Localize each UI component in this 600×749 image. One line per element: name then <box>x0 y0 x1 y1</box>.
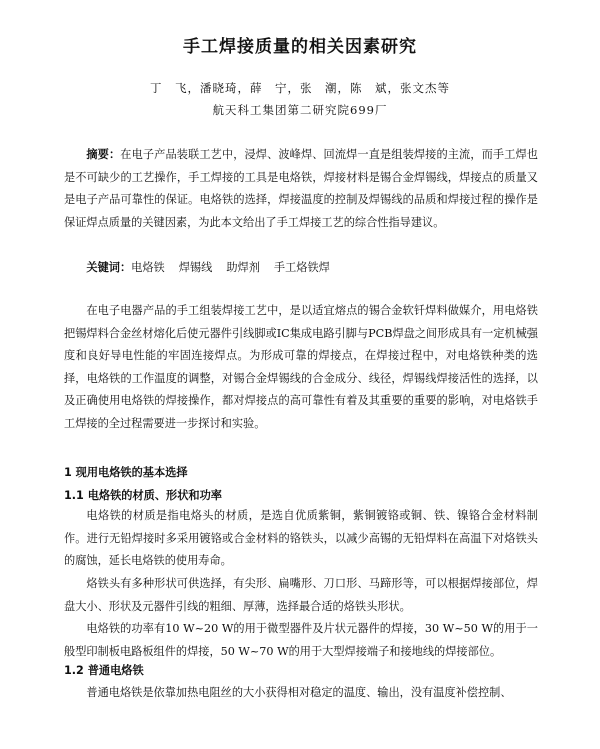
intro-paragraph: 在电子电器产品的手工组装焊接工艺中，是以适宜熔点的锡合金软钎焊料做媒介，用电烙铁把锡焊料合金丝材熔化后使元器件引线脚或IC集成电路引脚与PCB焊盘之间形成具有一定机械强度和良好导电性能的牢固连接焊点。为形成可靠的焊接点，在焊接过程中，对电烙铁种类的选择，电烙铁的工作温度的调整，对锡合金焊锡线的合金成分、线径，焊锡线焊接活性的选择，以及正确使用电烙铁的焊接操作，都对焊接点的高可靠性有着及其重要的重要的影响，对电烙铁手工焊接的全过程需要进一步探讨和实验。 <box>64 304 538 430</box>
body-paragraph: 烙铁头有多种形状可供选择，有尖形、扁嘴形、刀口形、马蹄形等，可以根据焊接部位，焊盘大小、形状及元器件引线的粗细、厚薄，选择最合适的烙铁头形状。 <box>64 577 538 613</box>
abstract-label: 摘要： <box>86 148 121 161</box>
body-paragraph: 电烙铁的材质是指电烙头的材质，是选自优质紫铜，紫铜镀铬或铜、铁、镍铬合金材料制作。进行无铅焊接时多采用镀铬或合金材料的铬铁头，以减少高锡的无铅焊料在高温下对烙铁头的腐蚀，延长电烙铁的使用寿命。 <box>64 509 538 567</box>
subsection-heading: 1.2 普通电烙铁 <box>64 664 144 677</box>
body-paragraph: 普通电烙铁是依靠加热电阻丝的大小获得相对稳定的温度、输出，没有温度补偿控制、 <box>86 686 512 699</box>
keywords <box>64 257 538 280</box>
author-list: 丁 飞，潘晓琦，薛 宁，张 潮，陈 斌，张文杰等 <box>150 81 450 95</box>
keywords-label: 关键词： <box>86 261 132 274</box>
abstract <box>64 144 538 234</box>
section-heading: 1 现用电烙铁的基本选择 <box>64 466 188 479</box>
affiliation: 航天科工集团第二研究院699厂 <box>212 103 388 117</box>
abstract-text: 在电子产品装联工艺中，浸焊、波峰焊、回流焊一直是组装焊接的主流，而手工焊也是不可缺少的工艺操作，手工焊接的工具是电烙铁，焊接材料是锡合金焊锡线，焊接点的质量又是电子产品可靠性的保证。电烙铁的选择，焊接温度的控制及焊锡线的品质和焊接过程的操作是保证焊点质量的关键因素，为此本文给出了手工焊接工艺的综合性指导建议。 <box>64 148 538 229</box>
keyword: 助焊剂 <box>226 261 260 274</box>
paper-title: 手工焊接质量的相关因素研究 <box>183 37 417 57</box>
body-paragraph: 电烙铁的功率有10 W~20 W的用于微型器件及片状元器件的焊接，30 W~50 W的用于一般型印制板电路板组件的焊接，50 W~70 W的用于大型焊接端子和接地线的焊接部位。 <box>64 622 538 658</box>
keyword: 手工烙铁焊 <box>273 261 330 274</box>
keyword: 焊锡线 <box>178 261 213 274</box>
keyword: 电烙铁 <box>131 261 165 274</box>
subsection-heading: 1.1 电烙铁的材质、形状和功率 <box>64 489 222 502</box>
